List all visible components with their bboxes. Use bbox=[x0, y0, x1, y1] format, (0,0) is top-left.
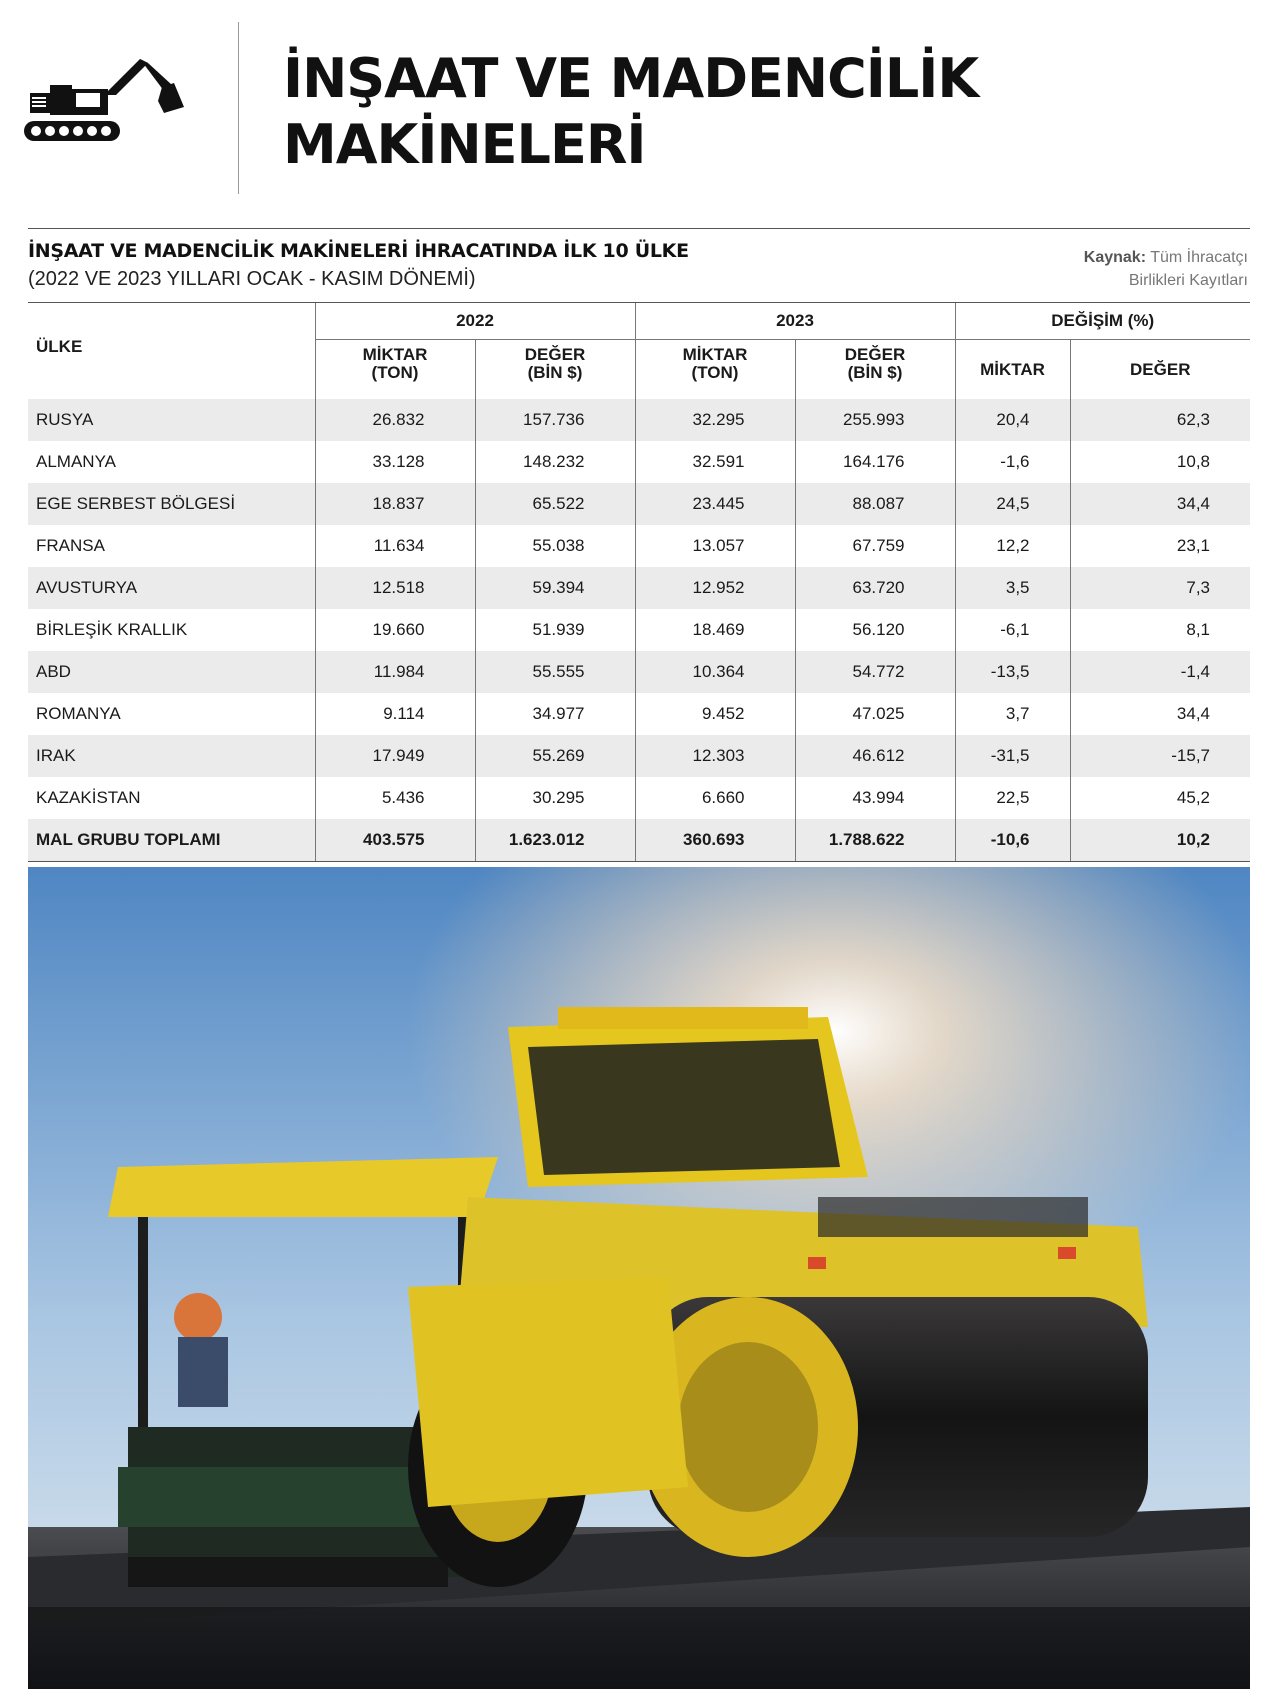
excavator-icon bbox=[24, 55, 204, 155]
cell-change-qty: 3,7 bbox=[955, 693, 1070, 735]
header-val-2022: DEĞER (BİN $) bbox=[475, 340, 635, 400]
page-title bbox=[283, 46, 978, 178]
cell-qty-2022: 26.832 bbox=[315, 399, 475, 441]
cell-qty-2023: 32.591 bbox=[635, 441, 795, 483]
cell-change-qty: 22,5 bbox=[955, 777, 1070, 819]
cell-qty-2023: 9.452 bbox=[635, 693, 795, 735]
cell-qty-2022: 5.436 bbox=[315, 777, 475, 819]
cell-change-qty: -10,6 bbox=[955, 819, 1070, 862]
cell-change-val: 8,1 bbox=[1070, 609, 1250, 651]
cell-qty-2022: 19.660 bbox=[315, 609, 475, 651]
cell-country: ROMANYA bbox=[36, 704, 121, 723]
cell-val-2022: 34.977 bbox=[475, 693, 635, 735]
table-row bbox=[28, 693, 1250, 735]
cell-change-val: 10,2 bbox=[1070, 819, 1250, 862]
cell-val-2023: 54.772 bbox=[795, 651, 955, 693]
table-subtitle: (2022 VE 2023 YILLARI OCAK - KASIM DÖNEMİ) bbox=[28, 268, 476, 290]
cell-val-2023: 56.120 bbox=[795, 609, 955, 651]
cell-val-2022: 65.522 bbox=[475, 483, 635, 525]
cell-qty-2023: 6.660 bbox=[635, 777, 795, 819]
cell-qty-2022: 403.575 bbox=[315, 819, 475, 862]
cell-val-2022: 55.038 bbox=[475, 525, 635, 567]
table-title: İNŞAAT VE MADENCİLİK MAKİNELERİ İHRACATINDA İLK 10 ÜLKE bbox=[28, 240, 689, 262]
cell-change-qty: -13,5 bbox=[955, 651, 1070, 693]
table-row bbox=[28, 483, 1250, 525]
header-change: DEĞİŞİM (%) bbox=[955, 303, 1250, 340]
cell-val-2022: 157.736 bbox=[475, 399, 635, 441]
cell-change-val: 10,8 bbox=[1070, 441, 1250, 483]
export-table bbox=[28, 302, 1250, 862]
page-header bbox=[0, 0, 1266, 200]
cell-val-2022: 148.232 bbox=[475, 441, 635, 483]
cell-country: FRANSA bbox=[36, 536, 105, 555]
cell-val-2023: 88.087 bbox=[795, 483, 955, 525]
cell-qty-2022: 12.518 bbox=[315, 567, 475, 609]
cell-val-2023: 255.993 bbox=[795, 399, 955, 441]
cell-qty-2022: 11.634 bbox=[315, 525, 475, 567]
source-note bbox=[1084, 246, 1248, 292]
header-country: ÜLKE bbox=[28, 303, 315, 400]
cell-qty-2022: 17.949 bbox=[315, 735, 475, 777]
table-row bbox=[28, 609, 1250, 651]
cell-change-qty: -1,6 bbox=[955, 441, 1070, 483]
cell-val-2022: 59.394 bbox=[475, 567, 635, 609]
table-row bbox=[28, 735, 1250, 777]
header-year-2023: 2023 bbox=[635, 303, 955, 340]
cell-qty-2023: 18.469 bbox=[635, 609, 795, 651]
cell-val-2023: 63.720 bbox=[795, 567, 955, 609]
table-row bbox=[28, 777, 1250, 819]
cell-qty-2022: 33.128 bbox=[315, 441, 475, 483]
cell-qty-2022: 9.114 bbox=[315, 693, 475, 735]
cell-country: AVUSTURYA bbox=[36, 578, 138, 597]
cell-qty-2023: 32.295 bbox=[635, 399, 795, 441]
page-title-line1: İNŞAAT VE MADENCİLİK bbox=[283, 47, 979, 110]
cell-val-2022: 55.555 bbox=[475, 651, 635, 693]
cell-qty-2022: 11.984 bbox=[315, 651, 475, 693]
road-roller-photo bbox=[28, 867, 1250, 1689]
table-row bbox=[28, 651, 1250, 693]
cell-val-2023: 1.788.622 bbox=[795, 819, 955, 862]
cell-change-val: 45,2 bbox=[1070, 777, 1250, 819]
cell-val-2022: 55.269 bbox=[475, 735, 635, 777]
cell-qty-2023: 12.952 bbox=[635, 567, 795, 609]
cell-change-val: 34,4 bbox=[1070, 483, 1250, 525]
source-line1: Tüm İhracatçı bbox=[1150, 249, 1248, 266]
cell-country: BİRLEŞİK KRALLIK bbox=[36, 620, 188, 639]
cell-change-val: -15,7 bbox=[1070, 735, 1250, 777]
cell-country: EGE SERBEST BÖLGESİ bbox=[36, 494, 236, 513]
cell-val-2023: 67.759 bbox=[795, 525, 955, 567]
cell-country: IRAK bbox=[36, 746, 76, 765]
cell-val-2022: 30.295 bbox=[475, 777, 635, 819]
cell-val-2023: 46.612 bbox=[795, 735, 955, 777]
cell-change-qty: -6,1 bbox=[955, 609, 1070, 651]
cell-country: MAL GRUBU TOPLAMI bbox=[28, 819, 315, 862]
cell-change-qty: 12,2 bbox=[955, 525, 1070, 567]
photo-illustration bbox=[28, 867, 1250, 1689]
cell-change-qty: 3,5 bbox=[955, 567, 1070, 609]
cell-country: RUSYA bbox=[36, 410, 94, 429]
header-qty-2022: MİKTAR (TON) bbox=[315, 340, 475, 400]
cell-change-val: 62,3 bbox=[1070, 399, 1250, 441]
table-row bbox=[28, 441, 1250, 483]
cell-change-val: -1,4 bbox=[1070, 651, 1250, 693]
header-year-2022: 2022 bbox=[315, 303, 635, 340]
cell-val-2023: 164.176 bbox=[795, 441, 955, 483]
source-label: Kaynak: bbox=[1083, 249, 1147, 266]
source-line2: Birlikleri Kayıtları bbox=[1128, 272, 1248, 289]
cell-qty-2023: 360.693 bbox=[635, 819, 795, 862]
cell-val-2022: 51.939 bbox=[475, 609, 635, 651]
cell-val-2023: 47.025 bbox=[795, 693, 955, 735]
table-top-rule bbox=[28, 228, 1250, 229]
cell-country: ALMANYA bbox=[36, 452, 116, 471]
header-val-2023: DEĞER (BİN $) bbox=[795, 340, 955, 400]
cell-qty-2023: 10.364 bbox=[635, 651, 795, 693]
cell-country: ABD bbox=[36, 662, 71, 681]
page-title-line2: MAKİNELERİ bbox=[283, 113, 646, 176]
cell-val-2022: 1.623.012 bbox=[475, 819, 635, 862]
cell-change-val: 23,1 bbox=[1070, 525, 1250, 567]
cell-change-qty: -31,5 bbox=[955, 735, 1070, 777]
header-change-qty: MİKTAR bbox=[955, 340, 1070, 400]
table-row bbox=[28, 399, 1250, 441]
cell-qty-2023: 23.445 bbox=[635, 483, 795, 525]
cell-qty-2023: 13.057 bbox=[635, 525, 795, 567]
cell-change-qty: 24,5 bbox=[955, 483, 1070, 525]
cell-qty-2023: 12.303 bbox=[635, 735, 795, 777]
header-change-val: DEĞER bbox=[1070, 340, 1250, 400]
cell-change-qty: 20,4 bbox=[955, 399, 1070, 441]
cell-qty-2022: 18.837 bbox=[315, 483, 475, 525]
cell-change-val: 34,4 bbox=[1070, 693, 1250, 735]
cell-val-2023: 43.994 bbox=[795, 777, 955, 819]
cell-change-val: 7,3 bbox=[1070, 567, 1250, 609]
cell-country: KAZAKİSTAN bbox=[36, 788, 141, 807]
header-qty-2023: MİKTAR (TON) bbox=[635, 340, 795, 400]
table-total-row bbox=[28, 819, 1250, 862]
table-row bbox=[28, 525, 1250, 567]
table-row bbox=[28, 567, 1250, 609]
header-divider bbox=[238, 22, 239, 194]
